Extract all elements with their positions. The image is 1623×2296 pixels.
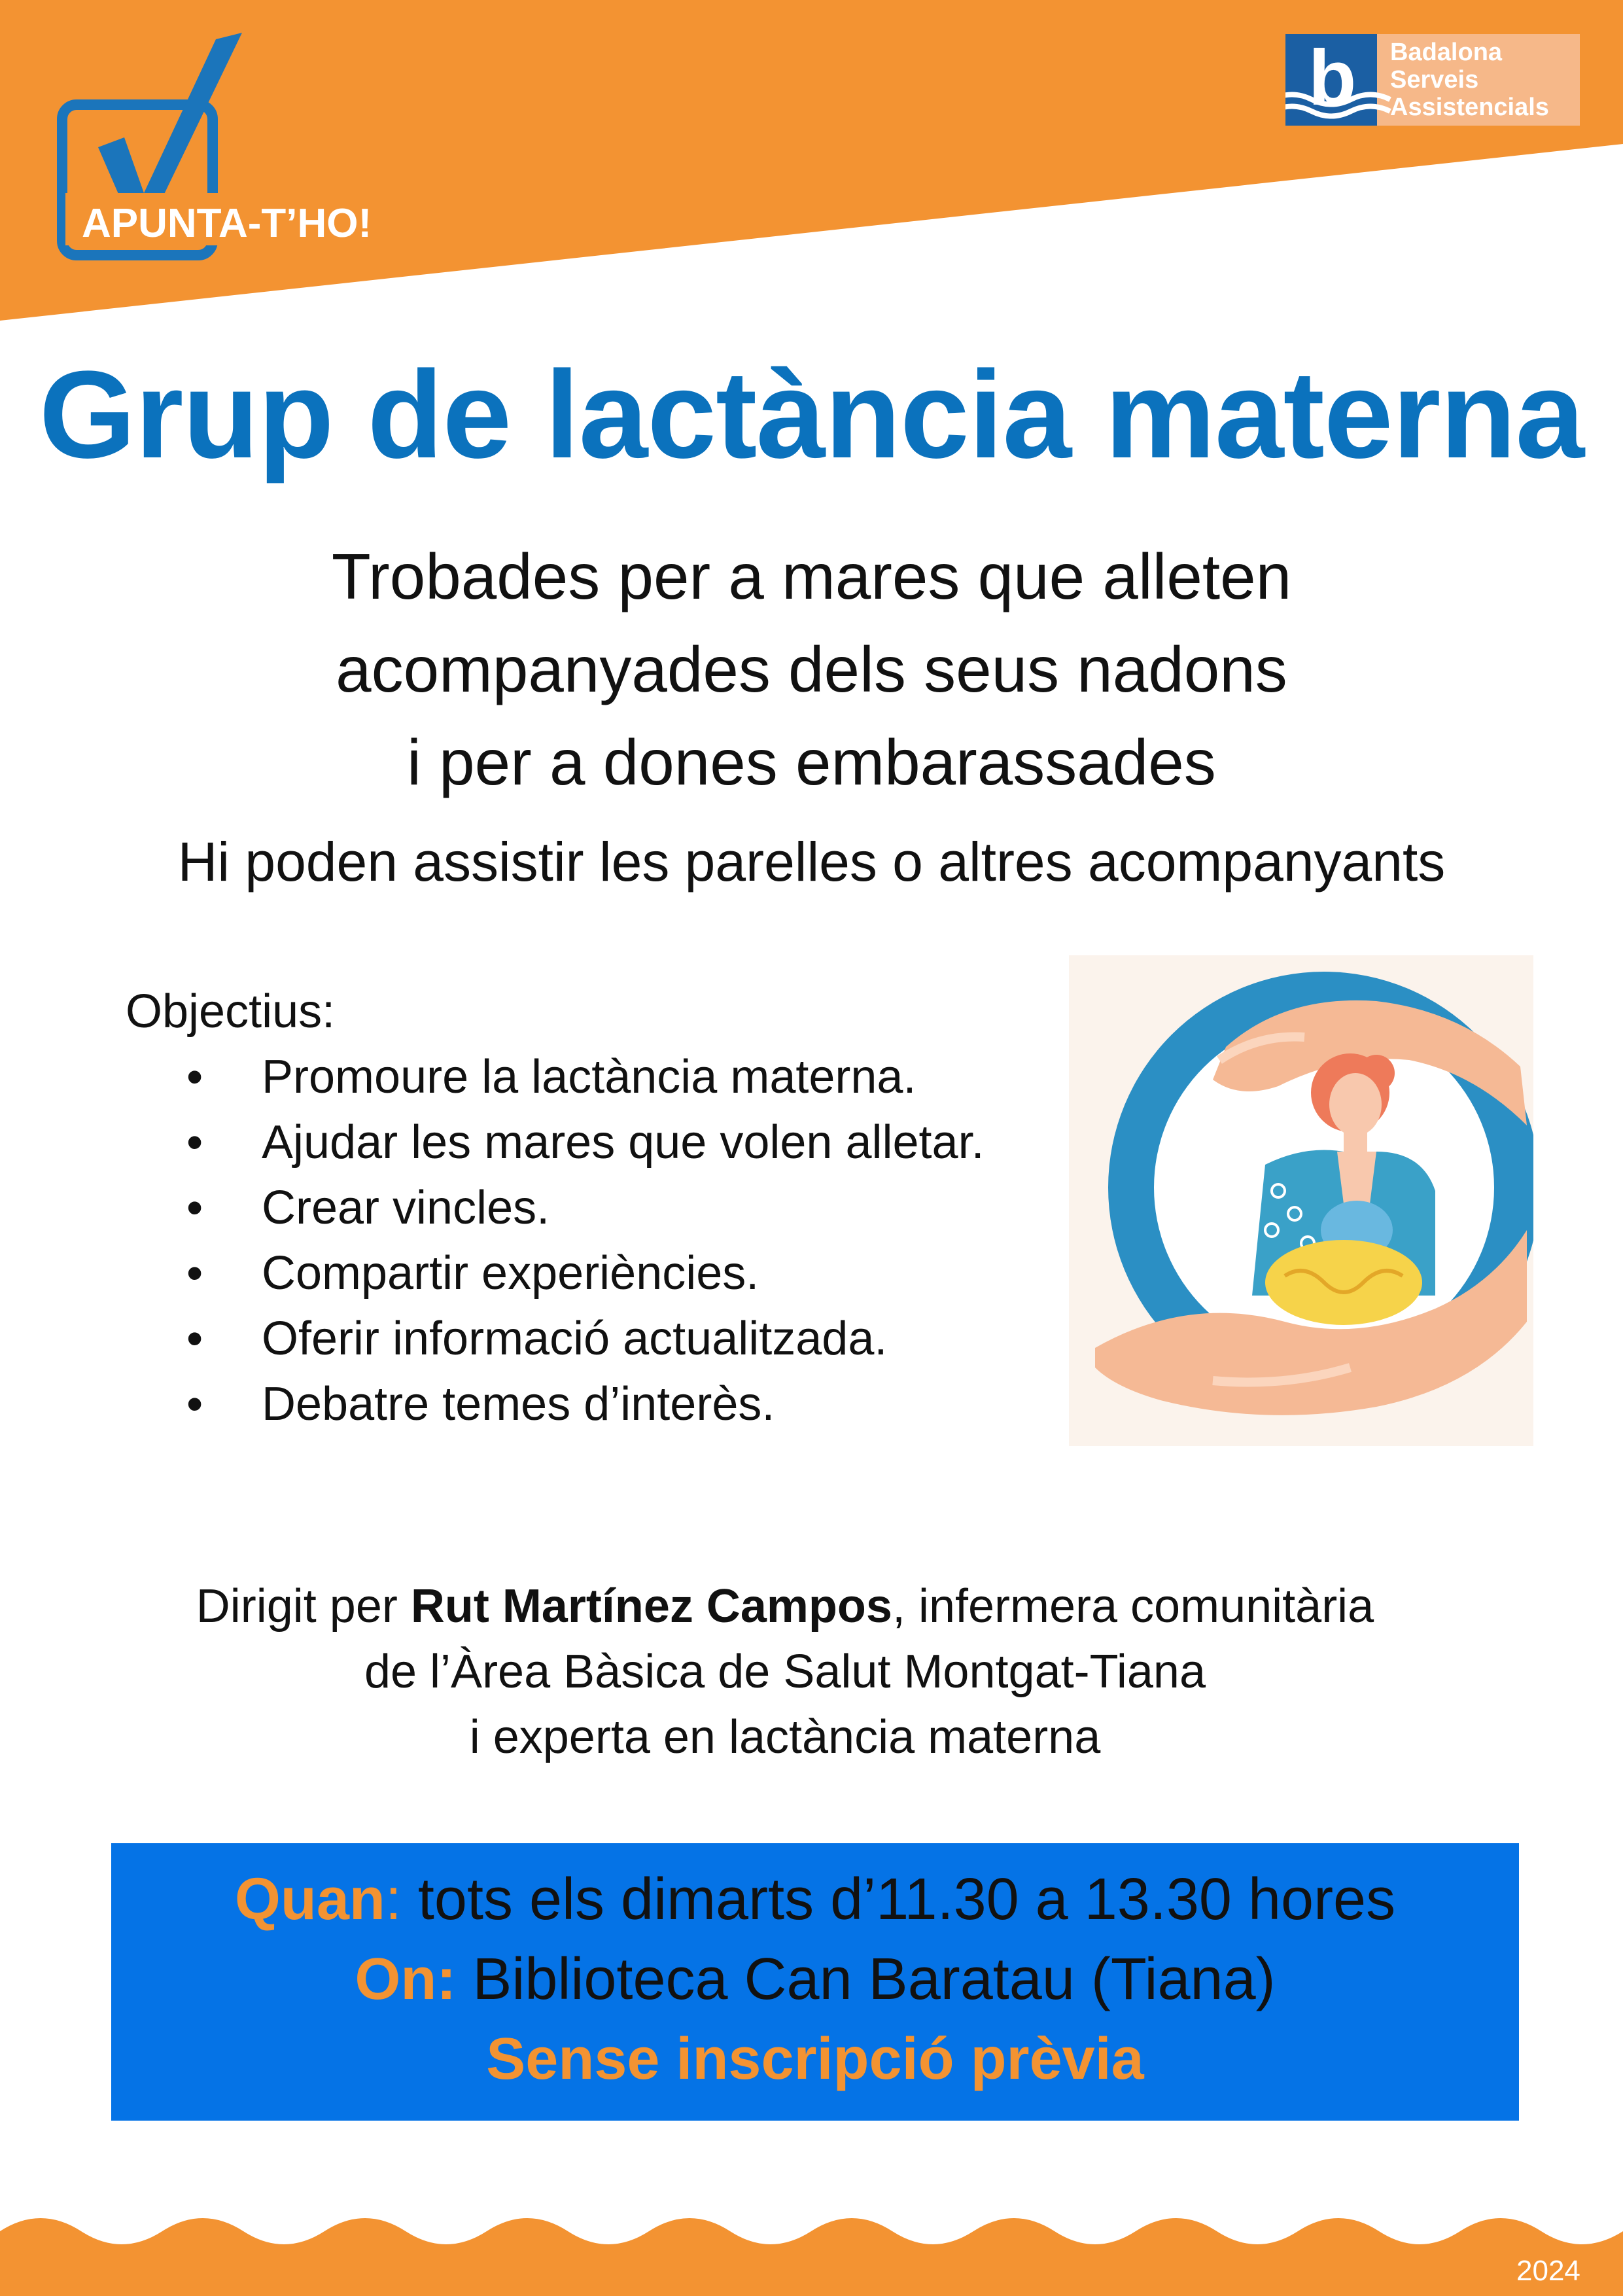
subtitle-line-1: Trobades per a mares que alleten (331, 540, 1292, 612)
page-title: Grup de lactància materna (39, 345, 1584, 484)
director-info (0, 1574, 1570, 1770)
director-role: , infermera comunitària (892, 1580, 1374, 1633)
objectives-heading: Objectius: (126, 985, 336, 1038)
when-label: Quan (234, 1867, 385, 1932)
subtitle (0, 530, 1623, 809)
objective-item: • Debatre temes d’interès. (124, 1371, 985, 1437)
when-value: tots els dimarts d’11.30 a 13.30 hores (401, 1867, 1396, 1932)
org-line3: Assistencials (1390, 94, 1549, 121)
where-label: On: (355, 1947, 457, 2012)
registration-note: Sense inscripció prèvia (486, 2026, 1144, 2092)
companions-note: Hi poden assistir les parelles o altres acompanyants (177, 831, 1446, 892)
director-name: Rut Martínez Campos (410, 1580, 892, 1633)
breastfeeding-illustration (1069, 955, 1533, 1446)
footer-wave (0, 2205, 1623, 2296)
objective-item: • Oferir informació actualitzada. (124, 1306, 985, 1371)
year-label: 2024 (1516, 2255, 1580, 2287)
objectives-list (124, 1044, 985, 1437)
where-line (111, 1939, 1519, 2019)
director-line-2: de l’Àrea Bàsica de Salut Montgat-Tiana (364, 1646, 1206, 1698)
objective-item: • Crear vincles. (124, 1175, 985, 1241)
org-line2: Serveis (1390, 66, 1479, 94)
svg-text:b: b (1308, 34, 1357, 122)
objective-item: • Compartir experiències. (124, 1241, 985, 1306)
director-line-3: i experta en lactància materna (469, 1711, 1101, 1763)
objective-item: • Promoure la lactància materna. (124, 1044, 985, 1110)
org-line1: Badalona (1390, 39, 1503, 66)
director-line-1 (0, 1574, 1570, 1639)
when-line: Quan: tots els dimarts d’11.30 a 13.30 hores (234, 1867, 1396, 1932)
schedule-info-box (111, 1843, 1519, 2121)
subtitle-line-2: acompanyades dels seus nadons (336, 633, 1287, 705)
bsa-logo (1285, 34, 1580, 129)
subtitle-line-3: i per a dones embarassades (407, 726, 1216, 798)
apunta-label: APUNTA-T’HO! (82, 201, 372, 246)
director-prefix: Dirigit per (196, 1580, 411, 1633)
where-value: Biblioteca Can Baratau (Tiana) (456, 1947, 1276, 2012)
objective-item: • Ajudar les mares que volen alletar. (124, 1110, 985, 1175)
apunta-logo (52, 26, 445, 275)
